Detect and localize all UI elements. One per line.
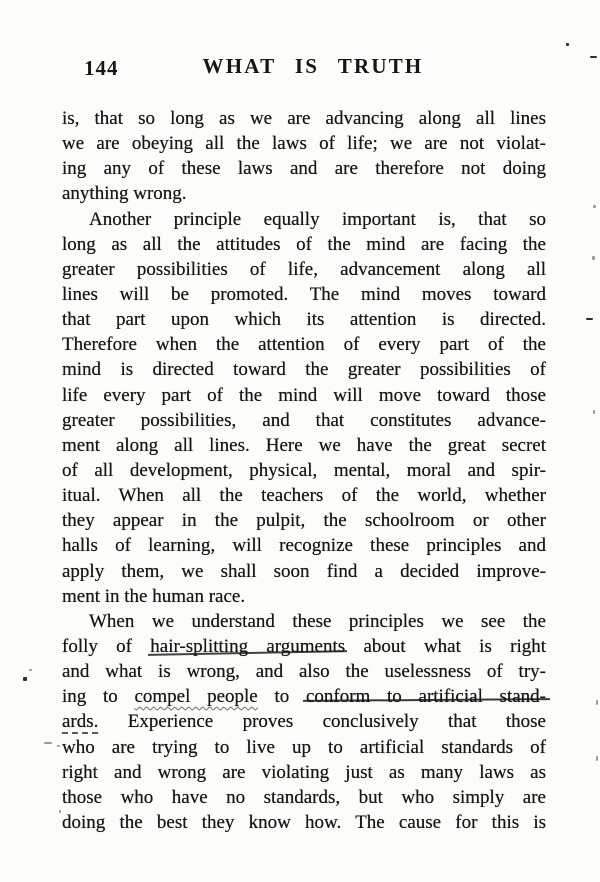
scan-speck	[59, 810, 61, 813]
scan-speck	[596, 756, 598, 761]
text-line	[62, 584, 546, 609]
text-segment: right and wrong are violating just as many laws as	[62, 761, 546, 783]
text-segment: long as all the attitudes of the mind are facing the	[62, 233, 546, 255]
paragraph	[62, 207, 546, 609]
dashed-marked-text: ards.	[62, 711, 99, 733]
text-segment: folly of	[62, 635, 151, 657]
text-segment: anything wrong.	[62, 183, 187, 205]
text-block	[62, 106, 546, 835]
text-segment: greater possibilities of life, advancement along all	[62, 258, 546, 280]
text-segment: ing to	[62, 686, 135, 708]
text-line	[62, 131, 546, 156]
text-line	[62, 307, 546, 332]
text-line	[62, 785, 546, 810]
text-line	[62, 684, 546, 709]
text-line	[62, 559, 546, 584]
text-line	[62, 156, 546, 181]
text-segment: lines will be promoted. The mind moves toward	[62, 283, 546, 305]
text-segment: who are trying to live up to artificial standards of	[62, 736, 546, 758]
text-line	[62, 709, 546, 734]
text-segment: apply them, we shall soon find a decided improve-	[62, 560, 546, 582]
text-segment: ment along all lines. Here we have the great secret	[62, 434, 546, 456]
scan-speck	[593, 205, 596, 208]
strike-rise-marked-text: hair-splitting arguments	[150, 635, 346, 657]
text-segment: to	[257, 686, 306, 708]
text-segment: of all development, physical, mental, moral and spir-	[62, 459, 546, 481]
strike-marked-text: conform to artificial stand-	[305, 686, 546, 708]
running-title: WHAT IS TRUTH	[202, 54, 424, 78]
text-segment: halls of learning, will recognize these principles and	[62, 535, 546, 557]
text-line	[62, 181, 546, 206]
text-segment: When we understand these principles we see the	[89, 610, 546, 632]
scan-speck	[57, 745, 60, 747]
text-line	[62, 533, 546, 558]
paragraph	[62, 609, 546, 835]
text-line	[62, 207, 546, 232]
text-line	[62, 106, 546, 131]
scan-speck	[592, 256, 595, 260]
text-line	[62, 332, 546, 357]
scan-speck	[29, 669, 32, 671]
wavy-marked-text: compel people	[134, 686, 258, 708]
text-segment: and what is wrong, and also the uselessness of try-	[62, 661, 546, 683]
text-line	[62, 408, 546, 433]
text-segment: we are obeying all the laws of life; we are not violat-	[62, 133, 546, 155]
scan-speck	[596, 700, 598, 705]
text-segment: greater possibilities, and that constitutes advance-	[62, 409, 546, 431]
text-line	[62, 760, 546, 785]
text-segment: life every part of the mind will move toward those	[62, 384, 546, 406]
scan-speck	[593, 410, 595, 414]
text-segment: ment in the human race.	[62, 585, 246, 607]
text-line	[62, 282, 546, 307]
text-segment: doing the best they know how. The cause for this is	[62, 811, 546, 833]
scan-speck	[590, 56, 597, 58]
text-segment: ing any of these laws and are therefore not doing	[62, 158, 546, 180]
scan-speck	[23, 677, 27, 681]
text-line	[62, 810, 546, 835]
text-line	[62, 433, 546, 458]
scan-speck	[44, 742, 52, 744]
text-segment: about what is right	[345, 635, 547, 657]
paragraph	[62, 106, 546, 207]
page-number: 144	[84, 56, 119, 80]
text-line	[62, 508, 546, 533]
text-line	[62, 257, 546, 282]
text-line	[62, 609, 546, 634]
text-segment: mind is directed toward the greater possibilities of	[62, 359, 546, 381]
text-line	[62, 634, 546, 659]
text-line	[62, 232, 546, 257]
text-segment: that part upon which its attention is directed.	[62, 309, 546, 331]
scan-speck	[586, 318, 593, 320]
text-line	[62, 357, 546, 382]
text-line	[62, 483, 546, 508]
text-segment: they appear in the pulpit, the schoolroom or other	[62, 510, 546, 532]
text-segment: Another principle equally important is, that so	[89, 208, 546, 230]
text-segment: is, that so long as we are advancing along all lines	[62, 108, 546, 129]
text-segment: those who have no standards, but who simply are	[62, 786, 546, 808]
text-line	[62, 659, 546, 684]
text-line	[62, 735, 546, 760]
text-line	[62, 383, 546, 408]
text-segment: itual. When all the teachers of the world, whether	[62, 485, 546, 507]
text-line	[62, 458, 546, 483]
text-segment: Experience proves conclusively that those	[98, 711, 546, 733]
page-header	[0, 54, 600, 86]
text-segment: Therefore when the attention of every part of the	[62, 334, 546, 356]
scan-speck	[566, 43, 569, 46]
